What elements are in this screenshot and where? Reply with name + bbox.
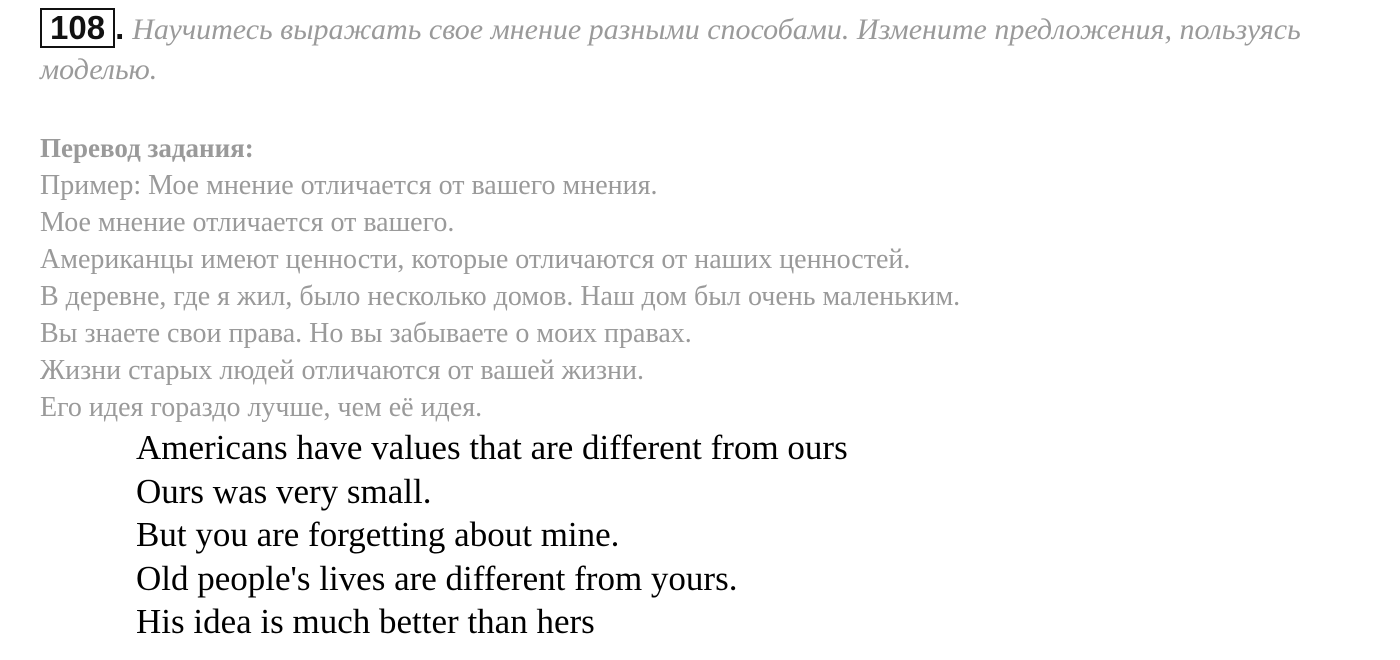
answer-line: But you are forgetting about mine. <box>136 515 620 554</box>
answer-line: His idea is much better than hers <box>136 602 595 641</box>
exercise-instruction: Научитесь выражать свое мнение разными способами. Измените предложения, пользуясь моделью. <box>40 13 1301 86</box>
answer-line: Old people's lives are different from yours. <box>136 558 738 598</box>
answer-line: Ours was very small. <box>136 471 432 511</box>
exercise-header <box>40 8 1380 90</box>
exercise-number-wrap <box>40 8 124 48</box>
answers-block <box>136 426 1376 644</box>
translation-line-example: Пример: Мое мнение отличается от вашего мнения. <box>40 170 658 201</box>
exercise-number-box: 108 <box>40 8 115 48</box>
translation-block <box>40 130 1380 426</box>
translation-line: Его идея гораздо лучше, чем её идея. <box>40 392 483 423</box>
translation-line: Жизни старых людей отличаются от вашей жизни. <box>40 355 645 386</box>
translation-heading: Перевод задания: <box>40 133 254 163</box>
translation-line: Мое мнение отличается от вашего. <box>40 207 455 238</box>
translation-line: Вы знаете свои права. Но вы забываете о моих правах. <box>40 318 692 349</box>
translation-line: Американцы имеют ценности, которые отличаются от наших ценностей. <box>40 244 911 275</box>
answer-line: Americans have values that are different from ours <box>136 428 848 467</box>
translation-line: В деревне, где я жил, было несколько домов. Наш дом был очень маленьким. <box>40 281 961 312</box>
exercise-number-dot: . <box>115 9 125 46</box>
